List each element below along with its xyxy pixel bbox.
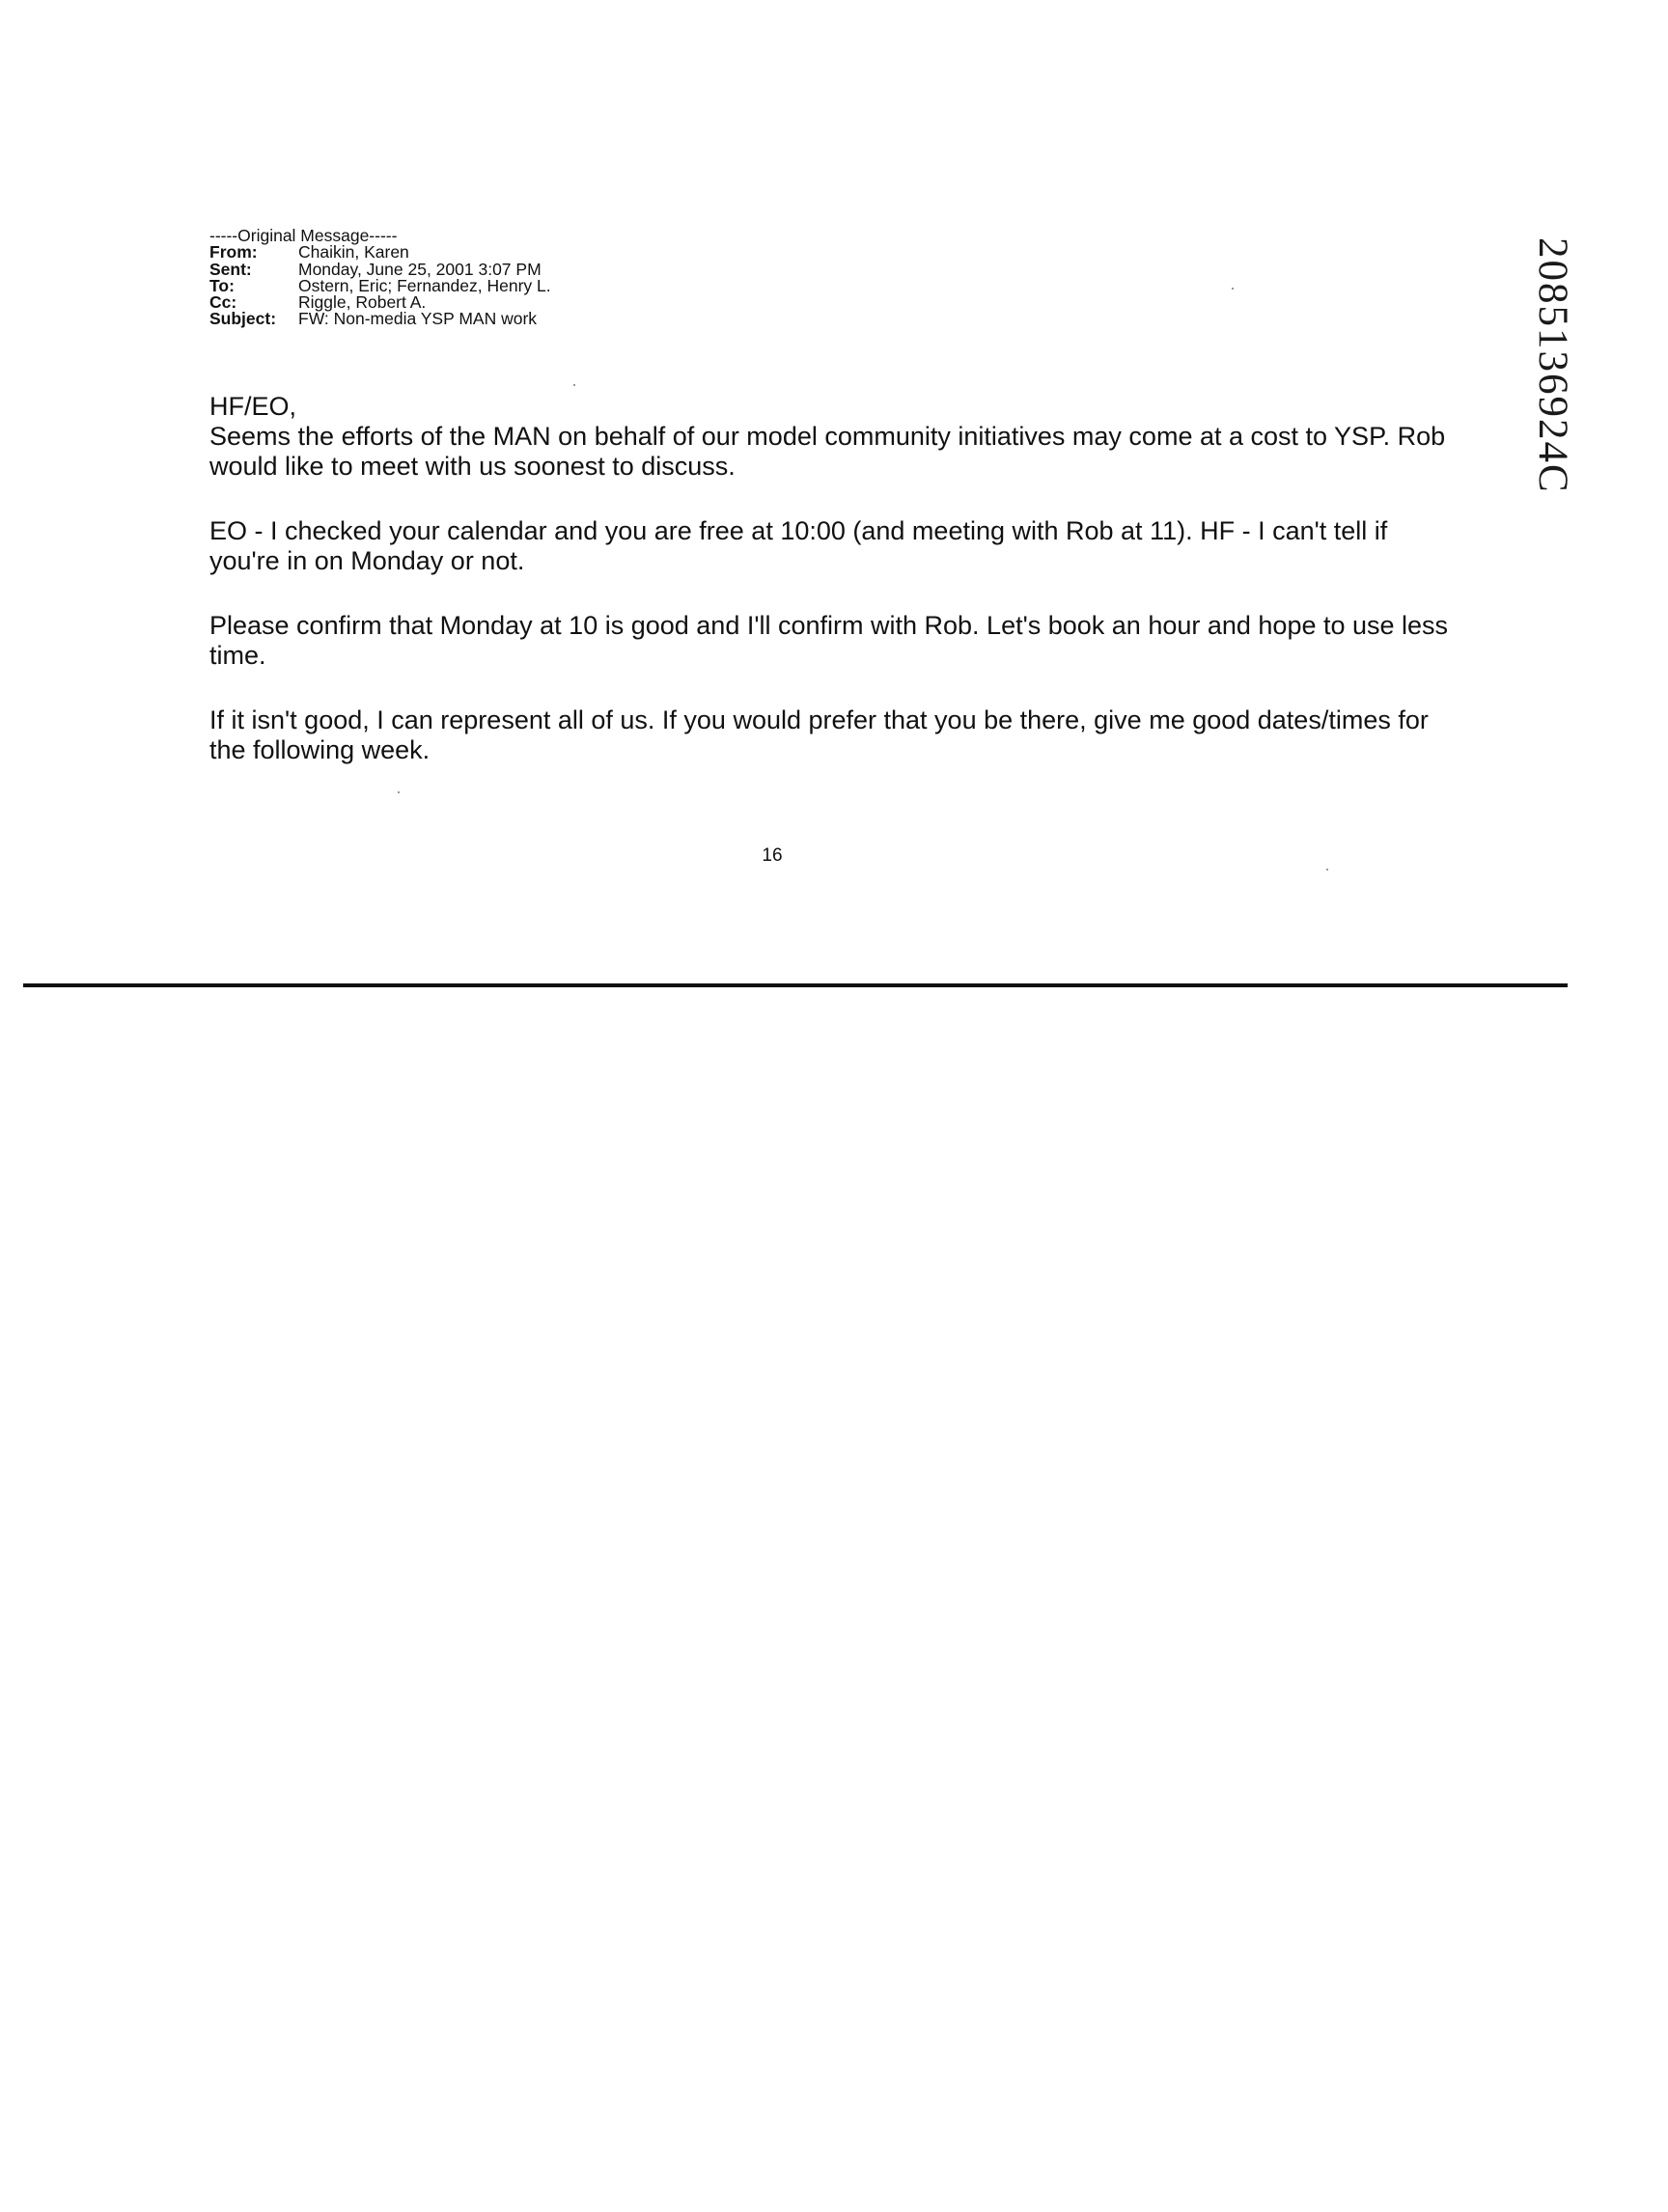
email-paragraph-3: Please confirm that Monday at 10 is good and I'll confirm with Rob. Let's book an hour and hope to use less time. bbox=[209, 611, 1449, 670]
header-label-from: From: bbox=[209, 242, 258, 263]
header-label-to: To: bbox=[209, 275, 235, 295]
header-value-from: Chaikin, Karen bbox=[298, 242, 409, 263]
header-label-cc: Cc: bbox=[209, 292, 237, 313]
email-header bbox=[209, 228, 982, 328]
horizontal-rule bbox=[23, 983, 1568, 987]
email-body bbox=[209, 392, 1464, 800]
original-message-line: -----Original Message----- bbox=[209, 226, 398, 245]
header-value-to: Ostern, Eric; Fernandez, Henry L. bbox=[298, 275, 551, 295]
bates-number: 2085136924C bbox=[1530, 237, 1575, 494]
header-row-from bbox=[209, 244, 982, 261]
email-paragraph-4: If it isn't good, I can represent all of us. If you would prefer that you be there, give me good dates/times for the following week. bbox=[209, 705, 1429, 764]
email-paragraph-2: EO - I checked your calendar and you are free at 10:00 (and meeting with Rob at 11). HF - I can't tell if you're in on Monday or not. bbox=[209, 516, 1388, 575]
email-greeting: HF/EO, bbox=[209, 392, 297, 421]
scan-speck bbox=[1326, 869, 1328, 871]
header-row-subject bbox=[209, 311, 982, 327]
scan-speck bbox=[398, 791, 400, 793]
header-label-subject: Subject: bbox=[209, 309, 277, 329]
header-value-sent: Monday, June 25, 2001 3:07 PM bbox=[298, 259, 542, 279]
header-value-subject: FW: Non-media YSP MAN work bbox=[298, 309, 538, 329]
scan-speck bbox=[1232, 288, 1234, 290]
scan-speck bbox=[573, 384, 575, 386]
header-value-cc: Riggle, Robert A. bbox=[298, 292, 427, 313]
email-paragraph-1: Seems the efforts of the MAN on behalf of our model community initiatives may come at a cost to YSP. Rob would like to meet with us soonest to discuss. bbox=[209, 422, 1446, 481]
header-label-sent: Sent: bbox=[209, 259, 252, 279]
page-number: 16 bbox=[762, 845, 783, 866]
